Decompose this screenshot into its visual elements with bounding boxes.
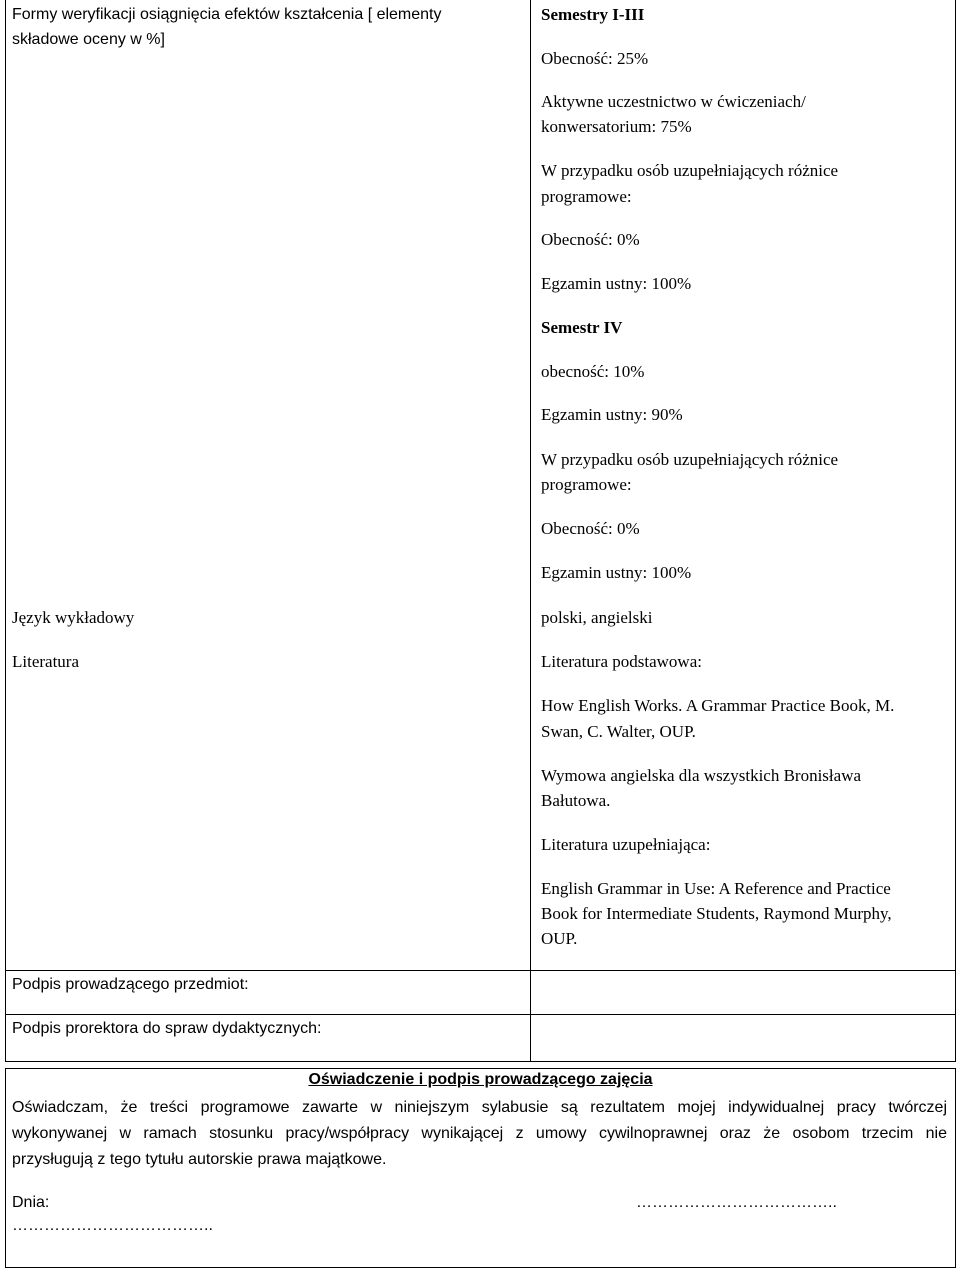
declaration-text-line1: Oświadczam, że treści programowe zawarte w niniejszym sylabusie są rezultatem mojej indywidualnej pracy twórczej <box>12 1099 947 1116</box>
forms-item: programowe: <box>541 187 632 206</box>
literature-supp-heading: Literatura uzupełniająca: <box>541 835 711 854</box>
lecturer-signature-label: Podpis prowadzącego przedmiot: <box>12 976 249 993</box>
literature-supp-item: OUP. <box>541 929 578 948</box>
forms-item: obecność: 10% <box>541 362 645 381</box>
language-label: Język wykładowy <box>12 608 135 627</box>
literature-label: Literatura <box>12 652 80 671</box>
forms-item: W przypadku osób uzupełniających różnice <box>541 161 839 180</box>
forms-label-line1: Formy weryfikacji osiągnięcia efektów kształcenia [ elementy <box>12 6 442 23</box>
forms-item: Aktywne uczestnictwo w ćwiczeniach/ <box>541 92 806 111</box>
literature-basic-heading: Literatura podstawowa: <box>541 652 702 671</box>
forms-item: Egzamin ustny: 100% <box>541 274 692 293</box>
forms-item: Obecność: 25% <box>541 49 649 68</box>
forms-item: Obecność: 0% <box>541 230 640 249</box>
literature-basic-item: How English Works. A Grammar Practice Book, M. <box>541 696 895 715</box>
date-label: Dnia: <box>12 1194 50 1211</box>
literature-supp-item: English Grammar in Use: A Reference and Practice <box>541 879 891 898</box>
forms-item: W przypadku osób uzupełniających różnice <box>541 450 839 469</box>
declaration-text-line3: przysługują z tego tytułu autorskie prawa majątkowe. <box>12 1151 387 1168</box>
forms-label-line2: składowe oceny w %] <box>12 31 165 48</box>
date-dots: ……………………………….. <box>12 1217 213 1234</box>
declaration-heading: Oświadczenie i podpis prowadzącego zajęcia <box>308 1071 653 1088</box>
column-divider <box>530 0 531 1062</box>
forms-item: programowe: <box>541 475 632 494</box>
literature-basic-item: Bałutowa. <box>541 791 611 810</box>
literature-basic-item: Wymowa angielska dla wszystkich Bronisława <box>541 766 862 785</box>
forms-item: Egzamin ustny: 90% <box>541 405 683 424</box>
forms-item-semesters-1-3: Semestry I-III <box>541 5 645 24</box>
forms-item: Obecność: 0% <box>541 519 640 538</box>
row-divider-prorector <box>5 1014 956 1015</box>
language-value: polski, angielski <box>541 608 653 627</box>
literature-basic-item: Swan, C. Walter, OUP. <box>541 722 696 741</box>
prorector-signature-label: Podpis prorektora do spraw dydaktycznych: <box>12 1020 322 1037</box>
row-divider-signature <box>5 970 956 971</box>
declaration-text-line2: wykonywanej w ramach stosunku pracy/współpracy wynikającej z umowy cywilnoprawnej oraz że osobom trzecim nie <box>12 1125 947 1142</box>
forms-item-semester-4: Semestr IV <box>541 318 623 337</box>
forms-item: Egzamin ustny: 100% <box>541 563 692 582</box>
literature-supp-item: Book for Intermediate Students, Raymond Murphy, <box>541 904 892 923</box>
forms-item: konwersatorium: 75% <box>541 117 692 136</box>
signature-dots: ……………………………….. <box>636 1194 837 1211</box>
